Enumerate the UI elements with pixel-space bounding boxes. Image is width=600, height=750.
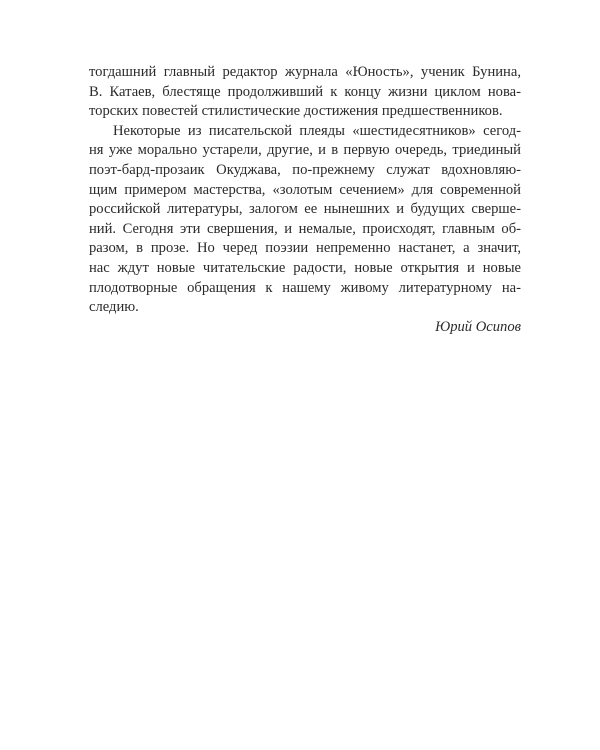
author-signature: Юрий Осипов (435, 318, 521, 335)
body-text (89, 63, 521, 337)
paragraph-2 (89, 122, 521, 318)
paragraph-1 (89, 63, 521, 122)
text-line: поэт-бард-прозаик Окуджава, по-прежнему служат вдохновляю- (89, 161, 521, 178)
text-line: щим примером мастерства, «золотым сечением» для современной (89, 181, 521, 198)
text-line: В. Катаев, блестяще продолживший к концу жизни циклом нова- (89, 83, 521, 100)
text-line: тогдашний главный редактор журнала «Юность», ученик Бунина, (89, 64, 521, 80)
text-line: Некоторые из писательской плеяды «шестидесятников» сегод- (113, 122, 521, 139)
text-line: российской литературы, залогом ее нынешних и будущих сверше- (89, 201, 521, 218)
text-line: ний. Сегодня эти свершения, и немалые, происходят, главным об- (89, 220, 521, 237)
text-line: разом, в прозе. Но черед поэзии непременно настанет, а значит, (89, 240, 521, 257)
text-line: торских повестей стилистические достижения предшественников. (89, 103, 503, 120)
text-line: следию. (89, 299, 139, 316)
text-line: ня уже морально устарели, другие, и в первую очередь, триединый (89, 142, 521, 159)
text-line: нас ждут новые читательские радости, новые открытия и новые (89, 259, 521, 276)
text-line: плодотворные обращения к нашему живому литературному на- (89, 279, 521, 296)
